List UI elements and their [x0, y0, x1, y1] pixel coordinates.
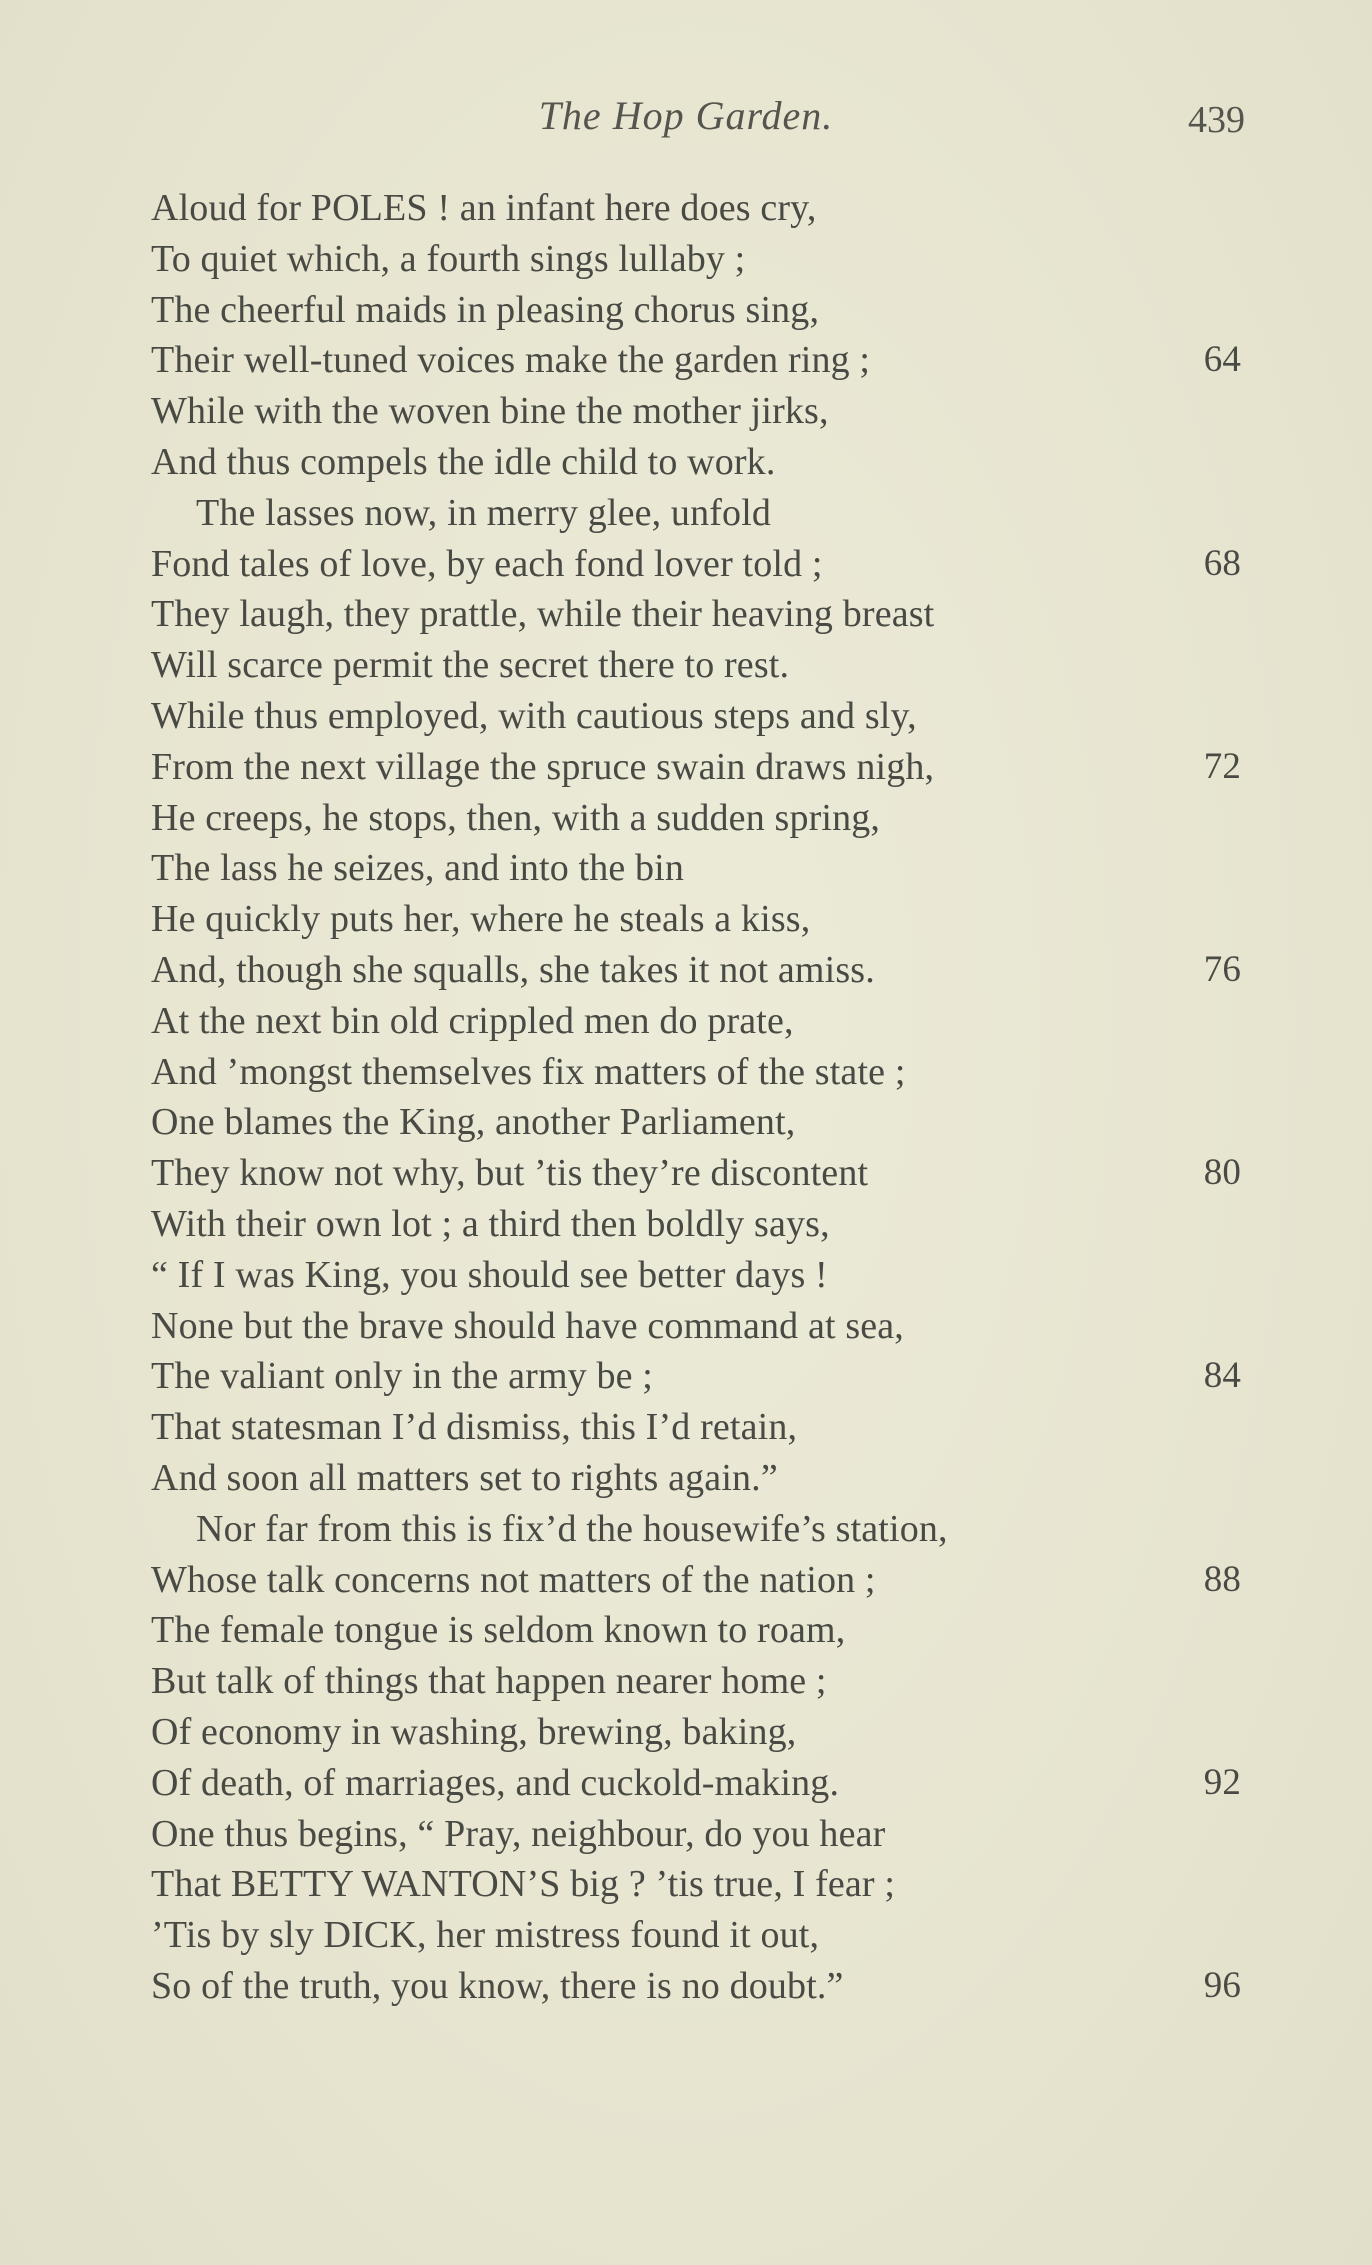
poem-line-text: Aloud for POLES ! an infant here does cry, [151, 187, 817, 229]
poem-line-text: Will scarce permit the secret there to rest. [151, 644, 790, 687]
line-number: 84 [1203, 1355, 1241, 1397]
poem-line [151, 1809, 1241, 1860]
poem-line-text: “ If I was King, you should see better days ! [151, 1253, 828, 1296]
poem-line [151, 1250, 1241, 1301]
poem-line-text: The lass he seizes, and into the bin [151, 847, 685, 890]
poem-line-text: One thus begins, “ Pray, neighbour, do you hear [151, 1812, 886, 1855]
poem-line-text: Nor far from this is fix’d the housewife’s station, [196, 1507, 948, 1550]
poem-line-text: And ’mongst themselves fix matters of the state ; [151, 1050, 906, 1093]
poem-line [151, 539, 1241, 590]
poem-line-text: But talk of things that happen nearer home ; [151, 1660, 827, 1703]
poem-line-text: And soon all matters set to rights again.” [151, 1456, 778, 1499]
poem-line-text: Of economy in washing, brewing, baking, [151, 1710, 797, 1753]
poem-line [151, 488, 1241, 539]
line-number: 96 [1203, 1964, 1241, 2006]
poem-line-text: The female tongue is seldom known to roam, [151, 1609, 846, 1652]
poem-line [151, 1504, 1241, 1555]
poem-line-text: That statesman I’d dismiss, this I’d retain, [151, 1406, 798, 1449]
poem-line [151, 335, 1241, 386]
poem-line-text: At the next bin old crippled men do prate, [151, 999, 794, 1042]
line-number: 92 [1203, 1761, 1241, 1803]
poem-line [151, 1961, 1241, 2012]
poem-line [151, 1097, 1241, 1148]
poem-line-text: While with the woven bine the mother jirks, [151, 390, 829, 433]
poem-line [151, 285, 1241, 336]
poem-line [151, 742, 1241, 793]
poem-line [151, 1555, 1241, 1606]
poem-line-text: To quiet which, a fourth sings lullaby ; [151, 237, 746, 280]
poem-line-text: And, though she squalls, she takes it not amiss. [151, 948, 875, 991]
poem-line [151, 1148, 1241, 1199]
poem-line [151, 1707, 1241, 1758]
poem-line [151, 1605, 1241, 1656]
poem-line-text: Fond tales of love, by each fond lover told ; [151, 542, 823, 585]
poem-line-text: From the next village the spruce swain draws nigh, [151, 745, 935, 788]
poem-line [151, 1859, 1241, 1910]
poem-line [151, 1402, 1241, 1453]
poem-line-text: The valiant only in the army be ; [151, 1355, 653, 1398]
running-title: The Hop Garden. [538, 93, 834, 138]
poem-line [151, 1758, 1241, 1809]
poem-line [151, 386, 1241, 437]
poem-line [151, 691, 1241, 742]
line-number: 80 [1203, 1152, 1241, 1194]
poem-line [151, 894, 1241, 945]
page-number: 439 [1188, 99, 1245, 141]
line-number: 76 [1203, 948, 1241, 990]
poem-line-text: Their well-tuned voices make the garden ring ; [151, 339, 871, 382]
poem-text [151, 183, 1241, 2012]
line-number: 72 [1203, 745, 1241, 787]
poem-line [151, 589, 1241, 640]
poem-line-text: While thus employed, with cautious steps and sly, [151, 694, 917, 737]
poem-line [151, 1351, 1241, 1402]
poem-line-text: Of death, of marriages, and cuckold-making. [151, 1761, 840, 1804]
poem-line [151, 183, 1241, 234]
poem-line-text: He quickly puts her, where he steals a kiss, [151, 898, 811, 941]
poem-line [151, 234, 1241, 285]
poem-line-text: With their own lot ; a third then boldly says, [151, 1202, 830, 1245]
poem-line-text: That BETTY WANTON’S big ? ’tis true, I fear ; [151, 1863, 896, 1906]
poem-line-text: One blames the King, another Parliament, [151, 1101, 796, 1144]
poem-line-text: And thus compels the idle child to work. [151, 440, 776, 483]
poem-line-text: Whose talk concerns not matters of the nation ; [151, 1558, 876, 1601]
poem-line [151, 843, 1241, 894]
poem-line [151, 793, 1241, 844]
poem-line-text: The lasses now, in merry glee, unfold [196, 491, 772, 534]
poem-line-text: The cheerful maids in pleasing chorus sing, [151, 288, 820, 331]
poem-line-text: He creeps, he stops, then, with a sudden spring, [151, 796, 881, 839]
line-number: 88 [1203, 1558, 1241, 1600]
poem-line-text: So of the truth, you know, there is no doubt.” [151, 1964, 844, 2007]
poem-line [151, 1453, 1241, 1504]
poem-line [151, 437, 1241, 488]
line-number: 64 [1203, 339, 1241, 381]
poem-line [151, 945, 1241, 996]
line-number: 68 [1203, 542, 1241, 584]
poem-line [151, 1047, 1241, 1098]
poem-line [151, 996, 1241, 1047]
poem-line [151, 1301, 1241, 1352]
poem-line [151, 1199, 1241, 1250]
poem-line-text: They know not why, but ’tis they’re discontent [151, 1152, 869, 1195]
poem-line [151, 640, 1241, 691]
poem-line [151, 1656, 1241, 1707]
poem-line-text: None but the brave should have command at sea, [151, 1304, 904, 1347]
poem-line-text: They laugh, they prattle, while their heaving breast [151, 593, 935, 636]
poem-line-text: ’Tis by sly DICK, her mistress found it out, [151, 1914, 820, 1957]
poem-line [151, 1910, 1241, 1961]
